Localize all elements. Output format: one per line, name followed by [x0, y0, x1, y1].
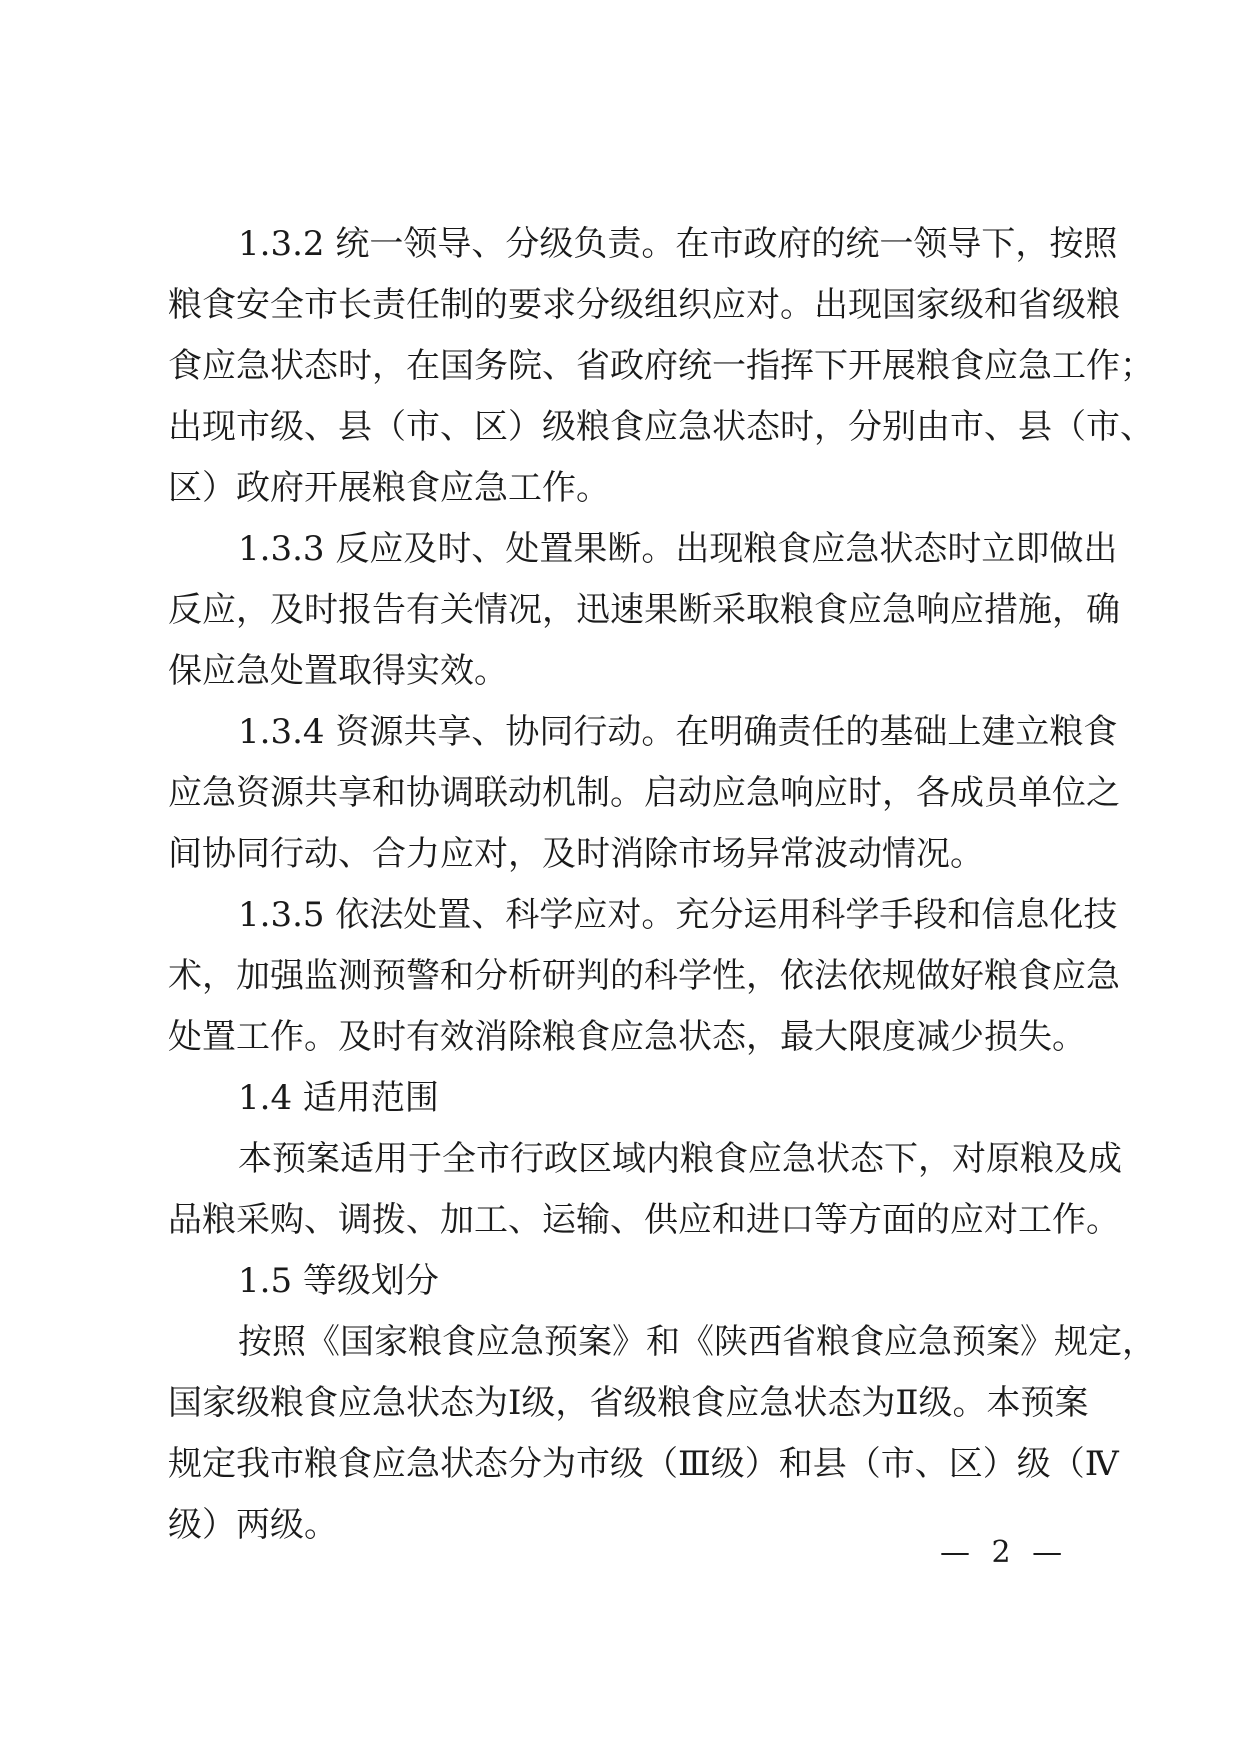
paragraph-heading-1-4	[168, 1068, 1088, 1129]
text-line: 间协同行动、合力应对，及时消除市场异常波动情况。	[168, 834, 984, 874]
text-line: 食应急状态时，在国务院、省政府统一指挥下开展粮食应急工作；	[168, 346, 1154, 386]
page-number: — 2 —	[940, 1535, 1069, 1570]
paragraph-1-3-2	[168, 214, 1154, 519]
text-line: 应急资源共享和协调联动机制。启动应急响应时，各成员单位之	[168, 773, 1120, 813]
text-line: 国家级粮食应急状态为Ⅰ级，省级粮食应急状态为Ⅱ级。本预案	[168, 1383, 1089, 1423]
text-line: 1.4 适用范围	[238, 1078, 439, 1118]
text-line: 出现市级、县（市、区）级粮食应急状态时，分别由市、县（市、	[168, 407, 1154, 447]
text-line: 1.3.5 依法处置、科学应对。充分运用科学手段和信息化技	[238, 895, 1118, 935]
text-line: 1.3.3 反应及时、处置果断。出现粮食应急状态时立即做出	[238, 529, 1118, 569]
text-line: 区）政府开展粮食应急工作。	[168, 468, 610, 508]
text-line: 1.5 等级划分	[238, 1261, 439, 1301]
text-line: 规定我市粮食应急状态分为市级（Ⅲ级）和县（市、区）级（Ⅳ	[168, 1444, 1119, 1484]
paragraph-scope	[168, 1129, 1122, 1251]
text-line: 保应急处置取得实效。	[168, 651, 508, 691]
paragraph-heading-1-5	[168, 1251, 1088, 1312]
text-line: 术，加强监测预警和分析研判的科学性，依法依规做好粮食应急	[168, 956, 1120, 996]
text-line: 1.3.2 统一领导、分级负责。在市政府的统一领导下，按照	[238, 224, 1118, 264]
text-line: 本预案适用于全市行政区域内粮食应急状态下，对原粮及成	[238, 1139, 1122, 1179]
paragraph-grading	[168, 1312, 1156, 1556]
text-line: 1.3.4 资源共享、协同行动。在明确责任的基础上建立粮食	[238, 712, 1118, 752]
paragraph-1-3-3	[168, 519, 1120, 702]
text-line: 处置工作。及时有效消除粮食应急状态，最大限度减少损失。	[168, 1017, 1086, 1057]
text-line: 粮食安全市长责任制的要求分级组织应对。出现国家级和省级粮	[168, 285, 1120, 325]
paragraph-1-3-5	[168, 885, 1120, 1068]
text-line: 反应，及时报告有关情况，迅速果断采取粮食应急响应措施，确	[168, 590, 1120, 630]
text-line: 按照《国家粮食应急预案》和《陕西省粮食应急预案》规定，	[238, 1322, 1156, 1362]
document-body	[168, 214, 1156, 1556]
paragraph-1-3-4	[168, 702, 1120, 885]
text-line: 品粮采购、调拨、加工、运输、供应和进口等方面的应对工作。	[168, 1200, 1120, 1240]
text-line: 级）两级。	[168, 1505, 338, 1545]
